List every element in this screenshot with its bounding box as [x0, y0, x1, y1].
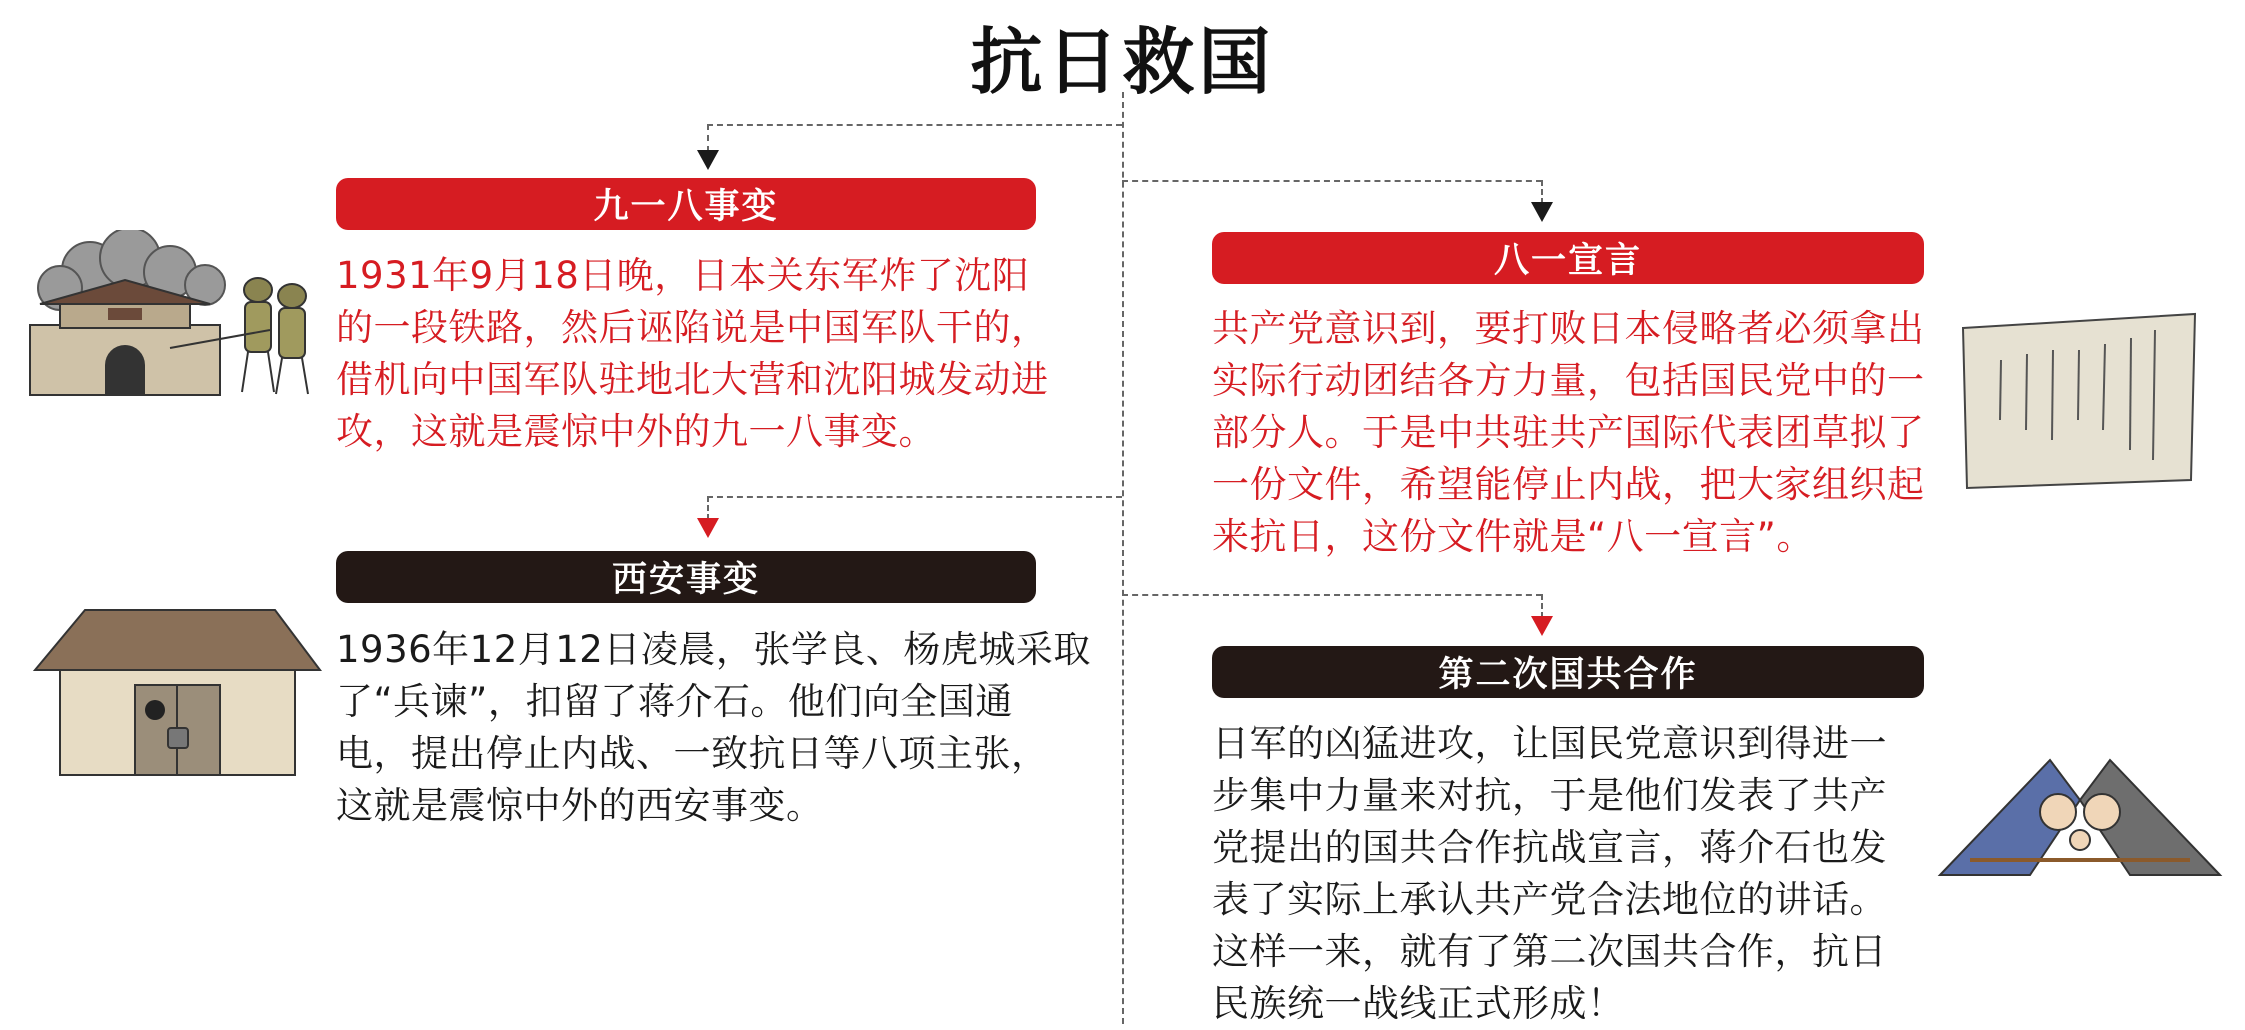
connector-xian-drop: [707, 496, 709, 520]
section-body: 1931年9月18日晚，日本关东军炸了沈阳 的一段铁路，然后诬陷说是中国军队干的， 借机向中国军队驻地北大营和沈阳城发动进 攻，这就是震惊中外的九一八事变。: [336, 254, 1049, 453]
section-body: 1936年12月12日凌晨，张学良、杨虎城采取 了“兵谏”，扣留了蒋介石。他们向全国通 电，提出停止内战、一致抗日等八项主张， 这就是震惊中外的西安事变。: [336, 628, 1091, 827]
page-title: 抗日救国: [970, 19, 1275, 104]
arrow-xian: [697, 518, 719, 538]
center-spine: [1122, 92, 1124, 1024]
section-heading: 八一宣言: [1212, 232, 1924, 284]
section-heading: 西安事变: [336, 551, 1036, 603]
arrow-918: [697, 150, 719, 170]
section-heading: 九一八事变: [336, 178, 1036, 230]
section-body: 日军的凶猛进攻，让国民党意识到得进一 步集中力量来对抗，于是他们发表了共产 党提出的国共合作抗战宣言，蒋介石也发 表了实际上承认共产党合法地位的讲话。 这样一来，就有了第二次国共合作，抗日 民族统一战线正式形成！: [1212, 722, 1887, 1025]
manifesto-document-icon: [1955, 310, 2205, 490]
arrow-second: [1531, 616, 1553, 636]
connector-918: [707, 124, 1122, 126]
section-body: 共产党意识到，要打败日本侵略者必须拿出 实际行动团结各方力量，包括国民党中的一 部分人。于是中共驻共产国际代表团草拟了 一份文件，希望能停止内战，把大家组织起 来抗日，这份文件就是“八一宣言”。: [1212, 307, 1925, 558]
connector-second: [1122, 594, 1542, 596]
city-gate-soldiers-icon: [20, 230, 320, 400]
locked-house-icon: [25, 600, 325, 780]
handshake-cooperation-icon: [1930, 740, 2230, 880]
connector-81-drop: [1541, 180, 1543, 204]
connector-918-drop: [707, 124, 709, 152]
connector-second-drop: [1541, 594, 1543, 618]
arrow-81: [1531, 202, 1553, 222]
connector-81: [1122, 180, 1542, 182]
connector-xian: [707, 496, 1122, 498]
section-heading: 第二次国共合作: [1212, 646, 1924, 698]
